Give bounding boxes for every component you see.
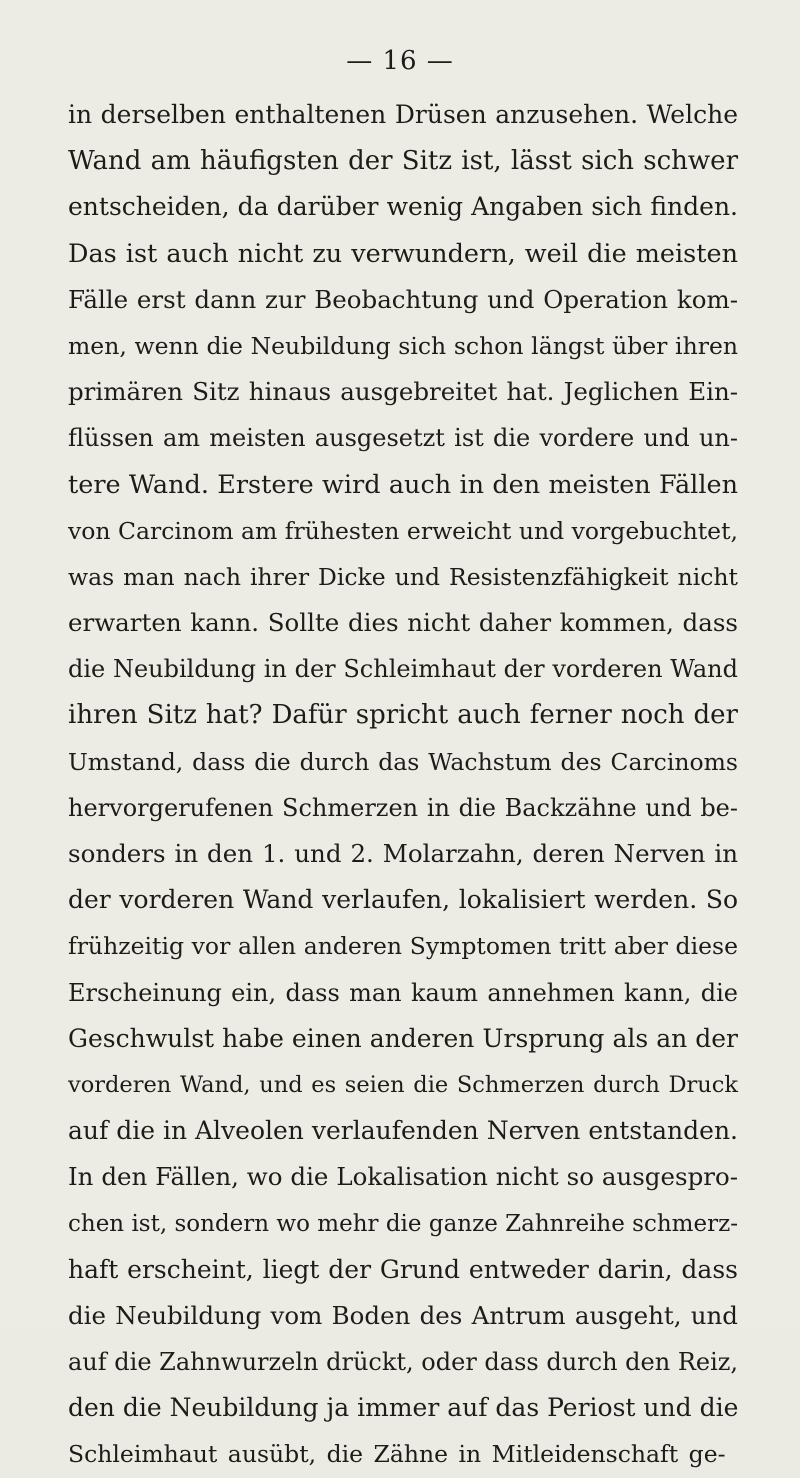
- text-line: der vorderen Wand verlaufen, lokalisiert werden. So: [68, 885, 738, 915]
- text-line: was man nach ihrer Dicke und Resistenzfähigkeit nicht: [68, 562, 738, 591]
- text-line: Das ist auch nicht zu verwundern, weil die meisten: [68, 238, 738, 269]
- text-line: die Neubildung in der Schleimhaut der vorderen Wand: [68, 655, 738, 684]
- text-line: In den Fällen, wo die Lokalisation nicht so ausgespro-: [68, 1162, 738, 1192]
- text-line: Umstand, dass die durch das Wachstum des Carcinoms: [68, 747, 738, 776]
- text-line: Schleimhaut ausübt, die Zähne in Mitleidenschaft ge-: [68, 1440, 726, 1469]
- text-line: entscheiden, da darüber wenig Angaben sich finden.: [68, 192, 738, 222]
- text-line: hervorgerufenen Schmerzen in die Backzähne und be-: [68, 793, 738, 822]
- text-line: sonders in den 1. und 2. Molarzahn, deren Nerven in: [68, 839, 738, 868]
- text-line: haft erscheint, liegt der Grund entweder darin, dass: [68, 1254, 738, 1284]
- text-line: in derselben enthaltenen Drüsen anzusehen. Welche: [68, 100, 738, 129]
- text-line: vorderen Wand, und es seien die Schmerzen durch Druck: [68, 1071, 738, 1098]
- text-line: tere Wand. Erstere wird auch in den meisten Fällen: [68, 469, 738, 500]
- text-line: die Neubildung vom Boden des Antrum ausgeht, und: [68, 1300, 738, 1330]
- text-line: von Carcinom am frühesten erweicht und vorgebuchtet,: [68, 516, 738, 545]
- text-line: primären Sitz hinaus ausgebreitet hat. Jeglichen Ein-: [68, 377, 738, 407]
- text-line: auf die in Alveolen verlaufenden Nerven entstanden.: [68, 1116, 738, 1146]
- text-line: flüssen am meisten ausgesetzt ist die vordere und un-: [68, 424, 738, 453]
- body-text: [68, 92, 738, 1478]
- text-line: frühzeitig vor allen anderen Symptomen tritt aber diese: [68, 932, 738, 961]
- text-line: auf die Zahnwurzeln drückt, oder dass durch den Reiz,: [68, 1348, 739, 1377]
- text-line: chen ist, sondern wo mehr die ganze Zahnreihe schmerz-: [68, 1210, 738, 1237]
- text-line: den die Neubildung ja immer auf das Periost und die: [68, 1393, 739, 1423]
- text-line: Wand am häufigsten der Sitz ist, lässt sich schwer: [68, 146, 738, 177]
- page-number: — 16 —: [346, 46, 454, 76]
- text-line: Geschwulst habe einen anderen Ursprung als an der: [68, 1023, 738, 1053]
- text-line: erwarten kann. Sollte dies nicht daher kommen, dass: [68, 608, 738, 638]
- text-line: Erscheinung ein, dass man kaum annehmen kann, die: [68, 978, 738, 1007]
- text-line: ihren Sitz hat? Dafür spricht auch ferner noch der: [68, 700, 738, 731]
- text-line: men, wenn die Neubildung sich schon längst über ihren: [68, 331, 738, 360]
- text-line: Fälle erst dann zur Beobachtung und Operation kom-: [68, 284, 738, 314]
